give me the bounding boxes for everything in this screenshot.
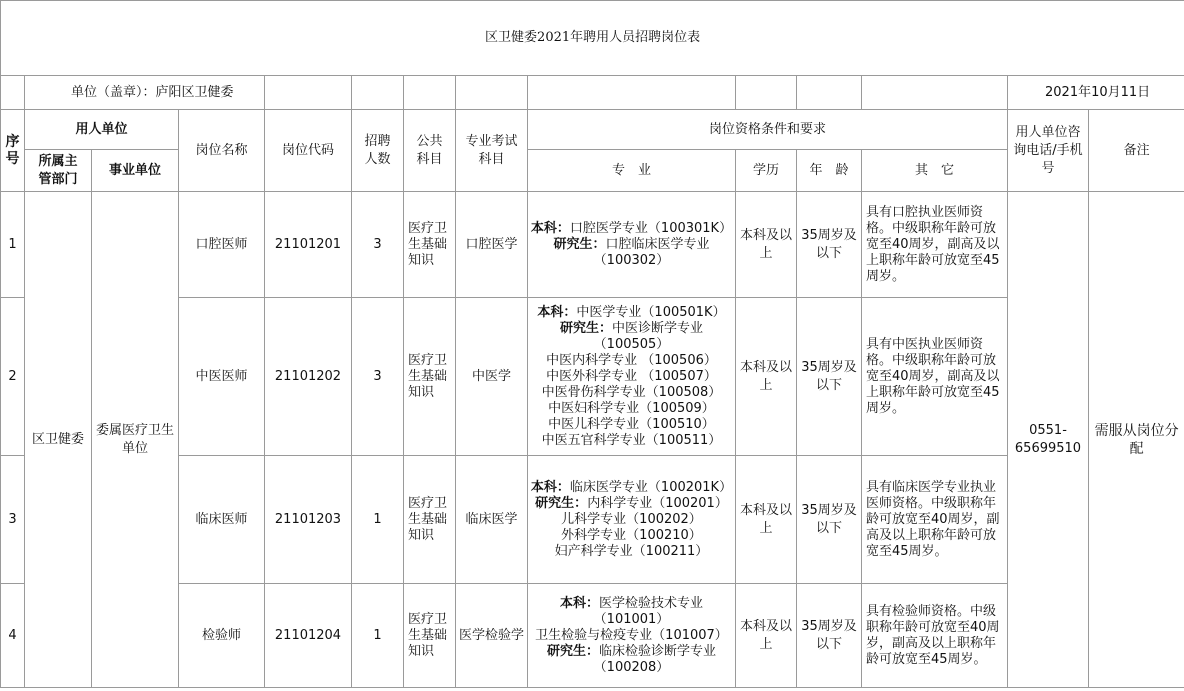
table-row <box>1 298 1184 456</box>
exam-subject: 口腔医学 <box>456 192 528 298</box>
row-seq: 4 <box>1 584 25 688</box>
major-line: 中医儿科学专业（100510） <box>548 416 715 432</box>
major-cell <box>528 584 736 688</box>
major-line: 妇产科学专业（100211） <box>554 543 709 559</box>
header-contact: 用人单位咨询电话/手机号 <box>1008 110 1089 192</box>
contact-cell: 0551-65699510 <box>1008 192 1089 688</box>
empty-cell <box>404 76 456 110</box>
major-line: 研究生：口腔临床医学专业 <box>553 236 710 252</box>
major-line: 中医妇科学专业（100509） <box>548 400 715 416</box>
post-name: 中医医师 <box>179 298 265 456</box>
major-line: 研究生：内科学专业（100201） <box>535 495 728 511</box>
post-code: 21101204 <box>265 584 352 688</box>
page-title: 区卫健委2021年聘用人员招聘岗位表 <box>1 1 1184 76</box>
major-line: 儿科学专业（100202） <box>561 511 702 527</box>
empty-cell <box>352 76 404 110</box>
row-seq: 1 <box>1 192 25 298</box>
major-line: 中医外科学专业 （100507） <box>546 368 717 384</box>
major-cell <box>528 192 736 298</box>
education-cell: 本科及以上 <box>736 192 797 298</box>
major-line: 中医骨伤科学专业（100508） <box>541 384 722 400</box>
other-cell: 具有口腔执业医师资格。中级职称年龄可放宽至40周岁，副高及以上职称年龄可放宽至45周岁。 <box>862 192 1008 298</box>
post-name: 检验师 <box>179 584 265 688</box>
major-line: 本科：医学检验技术专业 <box>559 595 704 611</box>
other-cell: 具有中医执业医师资格。中级职称年龄可放宽至40周岁，副高及以上职称年龄可放宽至45周岁。 <box>862 298 1008 456</box>
age-cell: 35周岁及以下 <box>797 456 862 584</box>
major-line: （100302） <box>593 252 670 268</box>
exam-subject: 医学检验学 <box>456 584 528 688</box>
major-cell <box>528 456 736 584</box>
age-cell: 35周岁及以下 <box>797 298 862 456</box>
table-row <box>1 192 1184 298</box>
remark-cell: 需服从岗位分配 <box>1089 192 1184 688</box>
public-subject: 医疗卫生基础知识 <box>404 456 456 584</box>
institution-cell: 委属医疗卫生单位 <box>92 192 179 688</box>
other-cell: 具有临床医学专业执业医师资格。中级职称年龄可放宽至40周岁，副高及以上职称年龄可放宽至45周岁。 <box>862 456 1008 584</box>
post-code: 21101202 <box>265 298 352 456</box>
major-line: 研究生：中医诊断学专业 <box>559 320 704 336</box>
empty-cell <box>797 76 862 110</box>
post-count: 3 <box>352 192 404 298</box>
post-code: 21101203 <box>265 456 352 584</box>
header-public-subject: 公共科目 <box>404 110 456 192</box>
education-cell: 本科及以上 <box>736 584 797 688</box>
major-cell <box>528 298 736 456</box>
empty-cell <box>528 76 736 110</box>
exam-subject: 临床医学 <box>456 456 528 584</box>
major-line: 外科学专业（100210） <box>561 527 702 543</box>
unit-label: 单位（盖章）：庐阳区卫健委 <box>25 76 265 110</box>
row-seq: 2 <box>1 298 25 456</box>
major-line: 中医五官科学专业（100511） <box>541 432 722 448</box>
public-subject: 医疗卫生基础知识 <box>404 192 456 298</box>
major-line: 本科：临床医学专业（100201K） <box>530 479 733 495</box>
dept-cell: 区卫健委 <box>25 192 92 688</box>
public-subject: 医疗卫生基础知识 <box>404 584 456 688</box>
header-seq: 序号 <box>1 110 25 192</box>
education-cell: 本科及以上 <box>736 456 797 584</box>
table-row <box>1 584 1184 688</box>
major-line: 中医内科学专业 （100506） <box>546 352 717 368</box>
other-cell: 具有检验师资格。中级职称年龄可放宽至40周岁，副高及以上职称年龄可放宽至45周岁。 <box>862 584 1008 688</box>
age-cell: 35周岁及以下 <box>797 192 862 298</box>
header-age: 年 龄 <box>797 150 862 192</box>
header-count: 招聘人数 <box>352 110 404 192</box>
header-remark: 备注 <box>1089 110 1184 192</box>
empty-cell <box>1 76 25 110</box>
post-count: 1 <box>352 584 404 688</box>
major-line: （100208） <box>593 659 670 675</box>
header-education: 学历 <box>736 150 797 192</box>
header-other: 其 它 <box>862 150 1008 192</box>
public-subject: 医疗卫生基础知识 <box>404 298 456 456</box>
major-line: （101001） <box>593 611 670 627</box>
exam-subject: 中医学 <box>456 298 528 456</box>
empty-cell <box>265 76 352 110</box>
major-line: （100505） <box>593 336 670 352</box>
major-line: 本科：中医学专业（100501K） <box>537 304 726 320</box>
header-requirements: 岗位资格条件和要求 <box>528 110 1008 150</box>
row-seq: 3 <box>1 456 25 584</box>
empty-cell <box>736 76 797 110</box>
age-cell: 35周岁及以下 <box>797 584 862 688</box>
sheet-date: 2021年10月11日 <box>1008 76 1184 110</box>
header-employer: 用人单位 <box>25 110 179 150</box>
header-exam-subject: 专业考试科目 <box>456 110 528 192</box>
header-dept: 所属主管部门 <box>25 150 92 192</box>
major-line: 研究生：临床检验诊断学专业 <box>546 643 717 659</box>
empty-cell <box>862 76 1008 110</box>
post-count: 1 <box>352 456 404 584</box>
post-name: 临床医师 <box>179 456 265 584</box>
post-count: 3 <box>352 298 404 456</box>
education-cell: 本科及以上 <box>736 298 797 456</box>
major-line: 本科：口腔医学专业（100301K） <box>530 220 733 236</box>
header-post-name: 岗位名称 <box>179 110 265 192</box>
table-row <box>1 456 1184 584</box>
header-major: 专 业 <box>528 150 736 192</box>
major-line: 卫生检验与检疫专业（101007） <box>535 627 728 643</box>
header-institution: 事业单位 <box>92 150 179 192</box>
empty-cell <box>456 76 528 110</box>
header-post-code: 岗位代码 <box>265 110 352 192</box>
post-code: 21101201 <box>265 192 352 298</box>
post-name: 口腔医师 <box>179 192 265 298</box>
